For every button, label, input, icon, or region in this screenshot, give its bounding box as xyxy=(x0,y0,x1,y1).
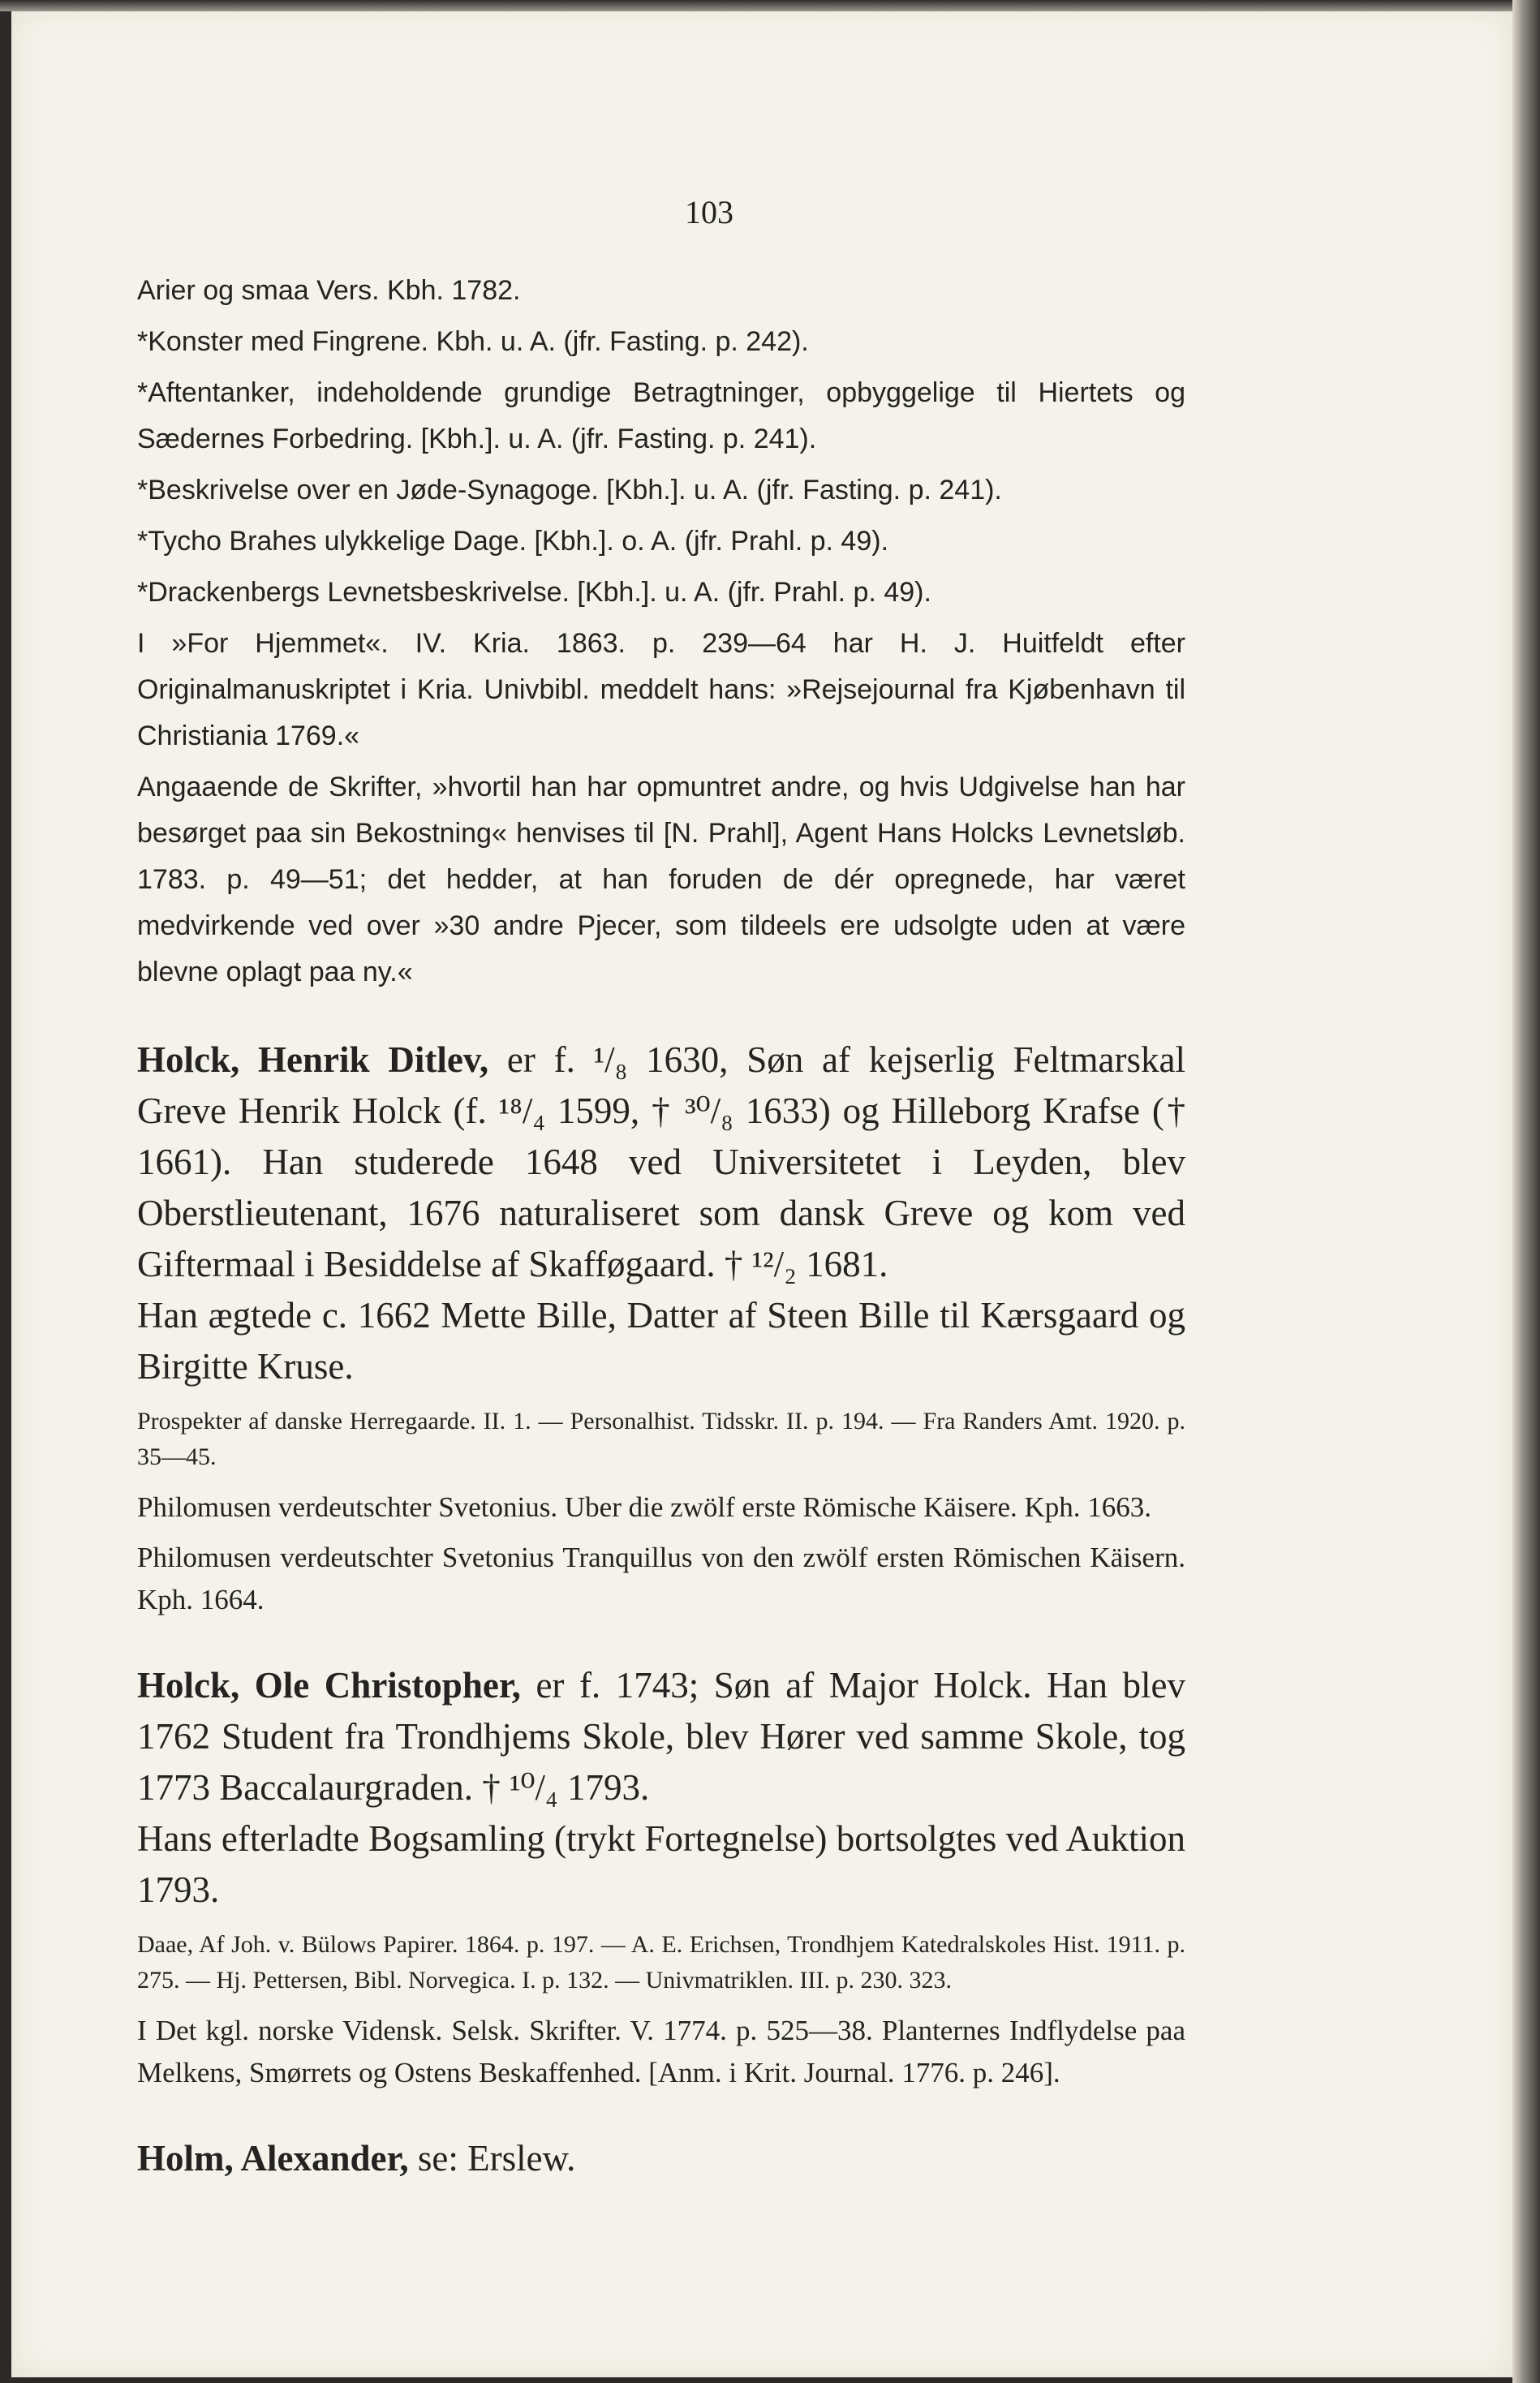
list-item: I »For Hjemmet«. IV. Kria. 1863. p. 239—64 har H. J. Huitfeldt efter Originalmanuskriptet i Kria. Univbibl. meddelt hans: »Rejsejournal fra Kjøbenhavn til Christiania 1769.« xyxy=(137,628,1185,751)
entry-references: Daae, Af Joh. v. Bülows Papirer. 1864. p. 197. — A. E. Erichsen, Trondhjem Katedralskoles Hist. 1911. p. 275. — Hj. Pettersen, Bibl. Norvegica. I. p. 132. — Univmatriklen. III. p. 230. 323. xyxy=(137,1931,1185,1994)
entry-holck-ole xyxy=(137,1660,1185,1813)
entry-holck-henrik xyxy=(137,1034,1185,1290)
page-content xyxy=(137,268,1185,2184)
entry-name: Holm, Alexander, xyxy=(137,2138,409,2179)
list-item: Arier og smaa Vers. Kbh. 1782. xyxy=(137,275,521,306)
list-item: *Drackenbergs Levnetsbeskrivelse. [Kbh.]. u. A. (jfr. Prahl. p. 49). xyxy=(137,577,931,608)
entry-name: Holck, Henrik Ditlev, xyxy=(137,1039,489,1080)
entry-name: Holck, Ole Christopher, xyxy=(137,1665,521,1706)
book-spine-edge xyxy=(1512,0,1540,2383)
book-page xyxy=(11,8,1512,2377)
entry-text: er f. 1743; Søn af Major Holck. Han blev 1762 Student fra Trondhjems Skole, blev Hører ved samme Skole, tog 1773 Baccalaurgraden. † ¹⁰/₄ 1793. xyxy=(137,1665,1186,1808)
list-item: *Beskrivelse over en Jøde-Synagoge. [Kbh.]. u. A. (jfr. Fasting. p. 241). xyxy=(137,475,1002,505)
scan-top-edge xyxy=(0,0,1540,11)
list-item: *Tycho Brahes ulykkelige Dage. [Kbh.]. o. A. (jfr. Prahl. p. 49). xyxy=(137,526,889,557)
list-item: Angaaende de Skrifter, »hvortil han har opmuntret andre, og hvis Udgivelse han har besørget paa sin Bekostning« henvises til [N. Prahl], Agent Hans Holcks Levnetsløb. 1783. p. 49—51; det hedder, at han foruden de dér opregnede, har været medvirkende ved over »30 andre Pjecer, som tildeels ere udsolgte uden at være blevne oplagt paa ny.« xyxy=(137,772,1185,987)
work-item: Philomusen verdeutschter Svetonius. Uber die zwölf erste Römische Käisere. Kph. 1663. xyxy=(137,1491,1152,1523)
list-item: *Aftentanker, indeholdende grundige Betragtninger, opbyggelige til Hiertets og Sædernes Forbedring. [Kbh.]. u. A. (jfr. Fasting. p. 241). xyxy=(137,377,1185,454)
entry-references: Prospekter af danske Herregaarde. II. 1. — Personalhist. Tidsskr. II. p. 194. — Fra Randers Amt. 1920. p. 35—45. xyxy=(137,1408,1185,1470)
entry-continuation: Han ægtede c. 1662 Mette Bille, Datter af Steen Bille til Kærsgaard og Birgitte Kruse. xyxy=(137,1295,1185,1387)
entry-text: er f. ¹/₈ 1630, Søn af kejserlig Feltmarskal Greve Henrik Holck (f. ¹⁸/₄ 1599, † ³⁰/₈ 1633) og Hilleborg Krafse († 1661). Han studerede 1648 ved Universitetet i Leyden, blev Oberstlieutenant, 1676 naturaliseret som dansk Greve og kom ved Giftermaal i Besiddelse af Skafføgaard. † ¹²/₂ 1681. xyxy=(137,1039,1185,1284)
entry-continuation: Hans efterladte Bogsamling (trykt Fortegnelse) bortsolgtes ved Auktion 1793. xyxy=(137,1818,1185,1910)
page-number: 103 xyxy=(685,194,733,230)
work-item: Philomusen verdeutschter Svetonius Tranquillus von den zwölf ersten Römischen Käisern. Kph. 1664. xyxy=(137,1542,1185,1615)
entry-holm-alexander xyxy=(137,2133,1185,2184)
list-item: *Konster med Fingrene. Kbh. u. A. (jfr. Fasting. p. 242). xyxy=(137,326,809,357)
entry-text: se: Erslew. xyxy=(417,2138,576,2179)
work-item: I Det kgl. norske Vidensk. Selsk. Skrifter. V. 1774. p. 525—38. Planternes Indflydelse paa Melkens, Smørrets og Ostens Beskaffenhed. [Anm. i Krit. Journal. 1776. p. 246]. xyxy=(137,2015,1185,2088)
